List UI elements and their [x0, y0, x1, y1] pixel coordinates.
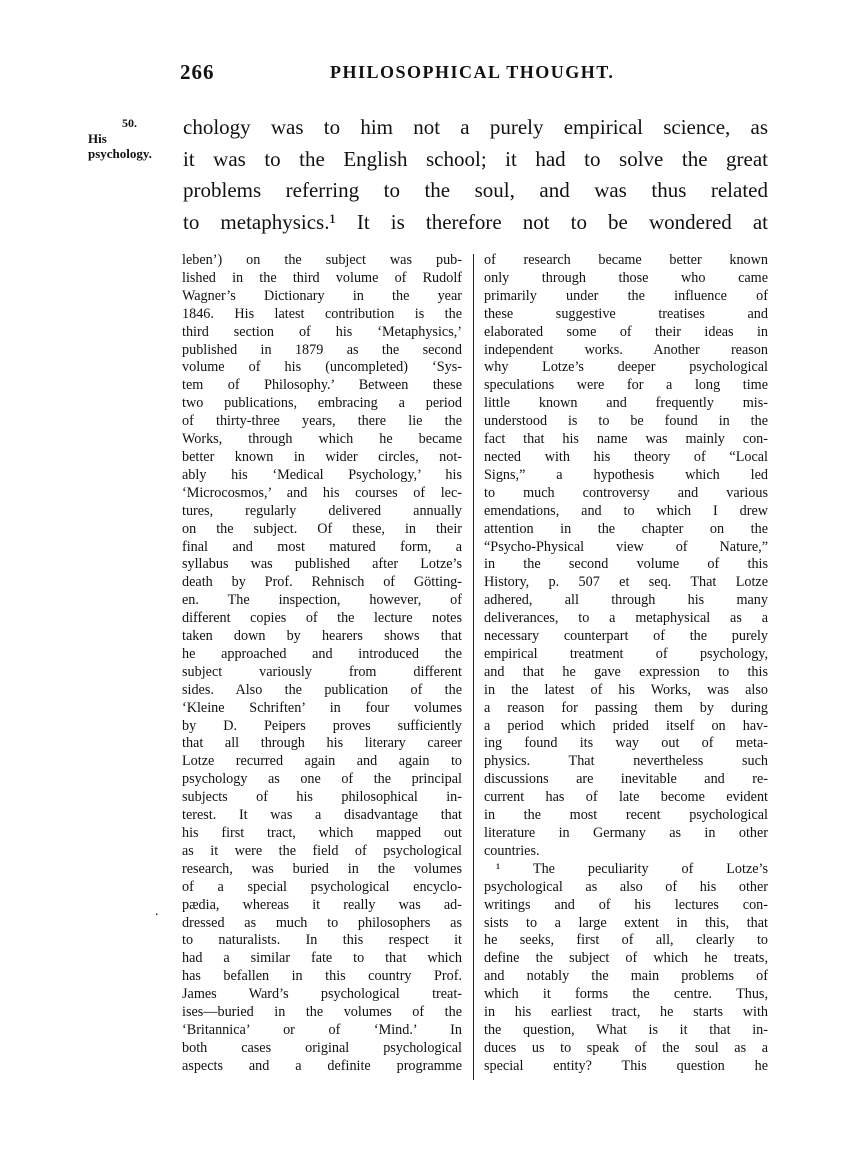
footnote-line: terest. It was a disadvantage that — [182, 807, 462, 824]
footnote-line: subjects of his philosophical in- — [182, 789, 462, 806]
footnote-line: lished in the third volume of Rudolf — [182, 269, 462, 286]
footnote-line: better known in wider circles, not- — [182, 448, 462, 465]
footnote-line: of a special psychological encyclo- — [182, 878, 462, 895]
footnote-line: that all through his literary career — [182, 735, 462, 752]
footnote-line: he approached and introduced the — [182, 645, 462, 662]
footnote-line: understood is to be found in the — [484, 413, 768, 430]
page-header — [180, 60, 770, 90]
main-text-line: it was to the English school; it had to solve the great — [183, 146, 768, 171]
margin-note-line: His — [88, 131, 107, 146]
footnote-line: attention in the chapter on the — [484, 520, 768, 537]
footnote-line: taken down by hearers shows that — [182, 628, 462, 645]
footnote-line: both cases original psychological — [182, 1039, 462, 1056]
footnote-line: as it were the field of psychological — [182, 842, 462, 859]
footnote-line: writings and of his lectures con- — [484, 896, 768, 913]
footnote-line: define the subject of which he treats, — [484, 950, 768, 967]
footnote-line: to much controversy and various — [484, 484, 768, 501]
footnote-line: tures, regularly delivered annually — [182, 502, 462, 519]
footnote-line: special entity? This question he — [484, 1057, 768, 1074]
footnote-column-right — [484, 252, 768, 1076]
footnote-line: pædia, whereas it really was ad- — [182, 896, 462, 913]
footnote-line: psychology as one of the principal — [182, 771, 462, 788]
main-text — [183, 112, 768, 238]
margin-note — [88, 116, 178, 161]
footnote-line: current has of late become evident — [484, 789, 768, 806]
footnote-line: countries. — [484, 842, 540, 859]
footnote-line: the question, What is it that in- — [484, 1021, 768, 1038]
footnote-line: elaborated some of their ideas in — [484, 323, 768, 340]
footnote-line: a reason for passing them by during — [484, 699, 768, 716]
footnote-line: in his earliest tract, he starts with — [484, 1004, 768, 1021]
footnote-line: fact that his name was mainly con- — [484, 431, 768, 448]
footnote-line: to naturalists. In this respect it — [182, 932, 462, 949]
footnote-line: syllabus was published after Lotze’s — [182, 556, 462, 573]
footnote-line: subject variously from different — [182, 663, 462, 680]
page-number: 266 — [180, 60, 215, 84]
footnote-line: Wagner’s Dictionary in the year — [182, 287, 462, 304]
footnote-line: by D. Peipers proves sufficiently — [182, 717, 462, 734]
footnote-line: his first tract, which mapped out — [182, 825, 462, 841]
footnote-line: research, was buried in the volumes — [182, 860, 462, 877]
footnote-line: empirical treatment of psychology, — [484, 645, 768, 662]
margin-note-line: psychology. — [88, 146, 152, 161]
footnote-line: these suggestive treatises and — [484, 305, 768, 322]
footnote-line: why Lotze’s deeper psychological — [484, 359, 768, 376]
footnote-line: independent works. Another reason — [484, 341, 768, 358]
footnote-line: tem of Philosophy.’ Between these — [182, 377, 462, 394]
running-head: PHILOSOPHICAL THOUGHT. — [330, 62, 615, 82]
footnote-line: discussions are inevitable and re- — [484, 771, 768, 788]
footnote-line: in the second volume of this — [484, 556, 768, 573]
footnote-line: ing found its way out of meta- — [484, 735, 768, 752]
footnote-line: final and most matured form, a — [182, 538, 462, 555]
footnote-line: literature in Germany as in other — [484, 825, 768, 841]
footnote-line: emendations, and to which I drew — [484, 502, 768, 519]
footnote-line: a period which prided itself on hav- — [484, 717, 768, 734]
footnote-line: necessary counterpart of the purely — [484, 628, 768, 645]
footnote-line: leben’) on the subject was pub- — [182, 252, 462, 268]
footnote-line: adhered, all through his many — [484, 592, 768, 609]
footnote-line: he seeks, first of all, clearly to — [484, 932, 768, 949]
footnote-line: ¹ The peculiarity of Lotze’s — [496, 860, 768, 877]
footnote-line: which it forms the centre. Thus, — [484, 986, 768, 1003]
footnote-line: dressed as much to philosophers as — [182, 914, 462, 931]
footnote-line: ‘Microcosmos,’ and his courses of lec- — [182, 484, 462, 501]
footnote-line: ‘Kleine Schriften’ in four volumes — [182, 699, 462, 716]
footnote-line: ises—buried in the volumes of the — [182, 1004, 462, 1021]
column-divider — [473, 254, 474, 1080]
footnote-line: History, p. 507 et seq. That Lotze — [484, 574, 768, 591]
footnote-line: 1846. His latest contribution is the — [182, 305, 462, 322]
margin-note-number: 50. — [122, 116, 137, 130]
footnote-line: and that he gave expression to this — [484, 663, 768, 680]
footnote-line: little known and frequently mis- — [484, 395, 768, 412]
footnote-line: on the subject. Of these, in their — [182, 520, 462, 537]
footnote-line: speculations were for a long time — [484, 377, 768, 394]
footnote-line: only through those who came — [484, 269, 768, 286]
footnote-line: and notably the main problems of — [484, 968, 768, 985]
footnote-line: in the most recent psychological — [484, 807, 768, 824]
footnote-line: Works, through which he became — [182, 431, 462, 448]
footnote-line: sists to a large extent in this, that — [484, 914, 768, 931]
footnote-line: Lotze recurred again and again to — [182, 753, 462, 770]
footnote-line: two publications, embracing a period — [182, 395, 462, 412]
footnote-line: en. The inspection, however, of — [182, 592, 462, 609]
footnote-line: in the latest of his Works, was also — [484, 681, 768, 698]
main-text-line: chology was to him not a purely empirical science, as — [183, 115, 768, 139]
footnote-line: volume of his (uncompleted) ‘Sys- — [182, 359, 462, 376]
stray-mark: . — [155, 904, 159, 919]
footnote-line: third section of his ‘Metaphysics,’ — [182, 323, 462, 340]
main-text-line: to metaphysics.¹ It is therefore not to be wondered at — [183, 209, 768, 234]
footnote-line: published in 1879 as the second — [182, 341, 462, 358]
footnote-line: James Ward’s psychological treat- — [182, 986, 462, 1003]
footnote-line: “Psycho-Physical view of Nature,” — [484, 538, 768, 555]
footnote-line: Signs,” a hypothesis which led — [484, 466, 768, 483]
main-text-line: problems referring to the soul, and was thus related — [183, 178, 768, 202]
footnote-line: of thirty-three years, there lie the — [182, 413, 462, 430]
footnote-line: ably his ‘Medical Psychology,’ his — [182, 466, 462, 483]
footnote-line: different copies of the lecture notes — [182, 610, 462, 627]
footnote-line: physics. That nevertheless such — [484, 753, 768, 770]
footnote-line: ‘Britannica’ or of ‘Mind.’ In — [182, 1021, 462, 1038]
footnote-line: death by Prof. Rehnisch of Götting- — [182, 574, 462, 591]
footnote-line: deliverances, to a metaphysical as a — [484, 610, 768, 627]
footnote-line: duces us to speak of the soul as a — [484, 1039, 768, 1056]
footnote-line: of research became better known — [484, 252, 768, 268]
footnote-line: has befallen in this country Prof. — [182, 968, 462, 985]
footnote-line: primarily under the influence of — [484, 287, 768, 304]
footnote-column-left — [182, 252, 462, 1076]
footnote-line: had a similar fate to that which — [182, 950, 462, 967]
footnote-line: sides. Also the publication of the — [182, 681, 462, 698]
footnote-line: nected with his theory of “Local — [484, 448, 768, 465]
footnote-line: aspects and a definite programme — [182, 1057, 462, 1074]
footnote-line: psychological as also of his other — [484, 878, 768, 895]
